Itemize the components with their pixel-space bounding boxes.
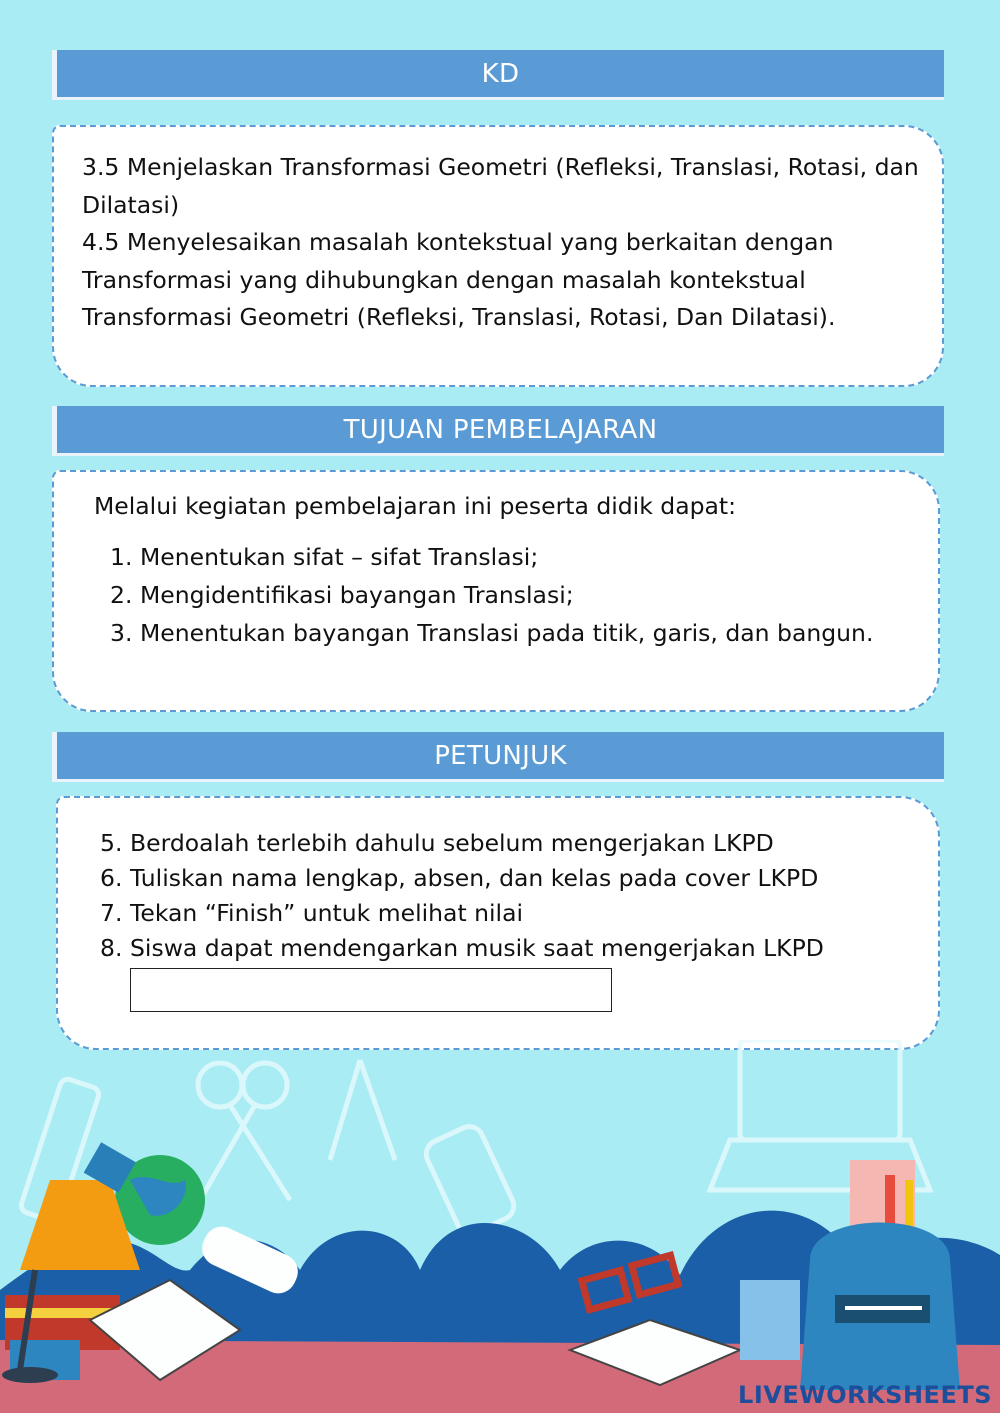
item-number: 3. — [110, 619, 133, 647]
list-item — [100, 861, 824, 896]
petunjuk-list — [100, 826, 824, 966]
item-text: Tuliskan nama lengkap, absen, dan kelas pada cover LKPD — [130, 864, 819, 892]
item-number: 6. — [100, 864, 123, 892]
list-item — [100, 931, 824, 966]
kd-line-1: 3.5 Menjelaskan Transformasi Geometri (Refleksi, Translasi, Rotasi, dan Dilatasi) — [82, 153, 919, 219]
item-number: 8. — [100, 934, 123, 962]
petunjuk-box — [56, 796, 940, 1050]
tujuan-banner — [52, 406, 944, 456]
item-number: 7. — [100, 899, 123, 927]
school-supplies-illustration — [0, 1040, 1000, 1413]
kd-box — [52, 125, 944, 387]
liveworksheets-logo: LIVEWORKSHEETS — [738, 1381, 992, 1409]
item-text: Mengidentifikasi bayangan Translasi; — [140, 581, 574, 609]
answer-input-field[interactable] — [130, 968, 612, 1012]
petunjuk-title: PETUNJUK — [434, 740, 567, 771]
item-number: 2. — [110, 581, 133, 609]
item-text: Menentukan sifat – sifat Translasi; — [140, 543, 539, 571]
kd-title: KD — [481, 58, 520, 89]
item-text: Menentukan bayangan Translasi pada titik, garis, dan bangun. — [140, 619, 874, 647]
kd-line-2: 4.5 Menyelesaikan masalah kontekstual yang berkaitan dengan Transformasi yang dihubungkan dengan masalah kontekstual Transformasi Geometri (Refleksi, Translasi, Rotasi, Dan Dilatasi). — [82, 228, 836, 331]
list-item — [100, 896, 824, 931]
item-number: 1. — [110, 543, 133, 571]
kd-banner — [52, 50, 944, 100]
tujuan-intro: Melalui kegiatan pembelajaran ini peserta didik dapat: — [94, 492, 737, 520]
tujuan-box — [52, 470, 940, 712]
item-number: 5. — [100, 829, 123, 857]
list-item — [100, 826, 824, 861]
list-item — [110, 576, 873, 614]
kd-text — [82, 149, 922, 337]
item-text: Berdoalah terlebih dahulu sebelum mengerjakan LKPD — [130, 829, 774, 857]
petunjuk-banner — [52, 732, 944, 782]
item-text: Siswa dapat mendengarkan musik saat mengerjakan LKPD — [130, 934, 824, 962]
list-item — [110, 538, 873, 576]
list-item — [110, 614, 873, 652]
item-text: Tekan “Finish” untuk melihat nilai — [130, 899, 524, 927]
tujuan-title: TUJUAN PEMBELAJARAN — [343, 414, 658, 445]
tujuan-list — [110, 538, 873, 652]
